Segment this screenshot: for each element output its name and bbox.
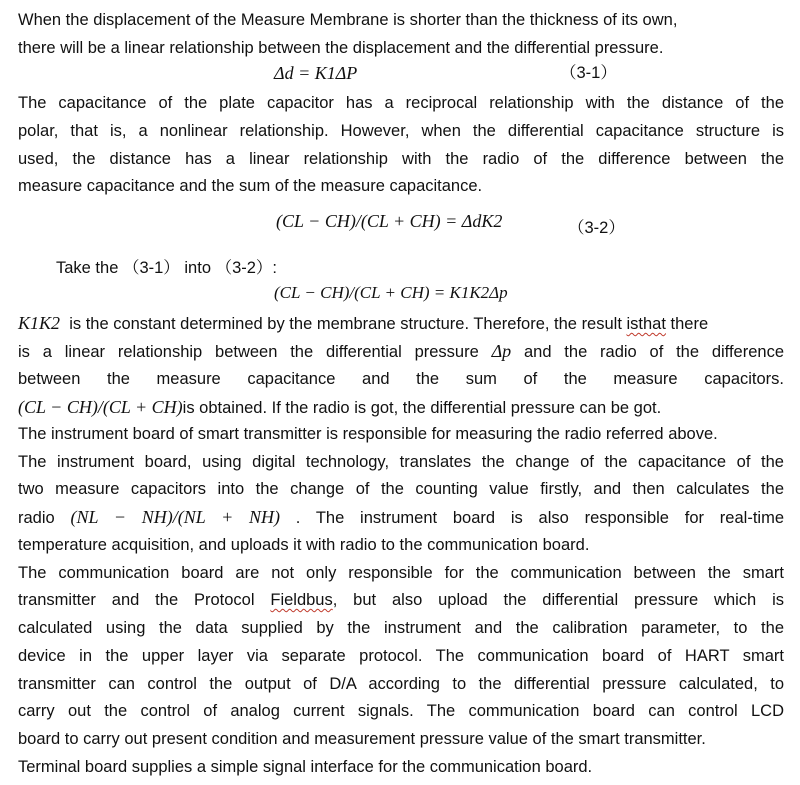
p3-line-3: between the measure capacitance and the sum of the measure capacitors. [18, 370, 784, 388]
p5-line-3: calculated using the data supplied by the instrument and the calibration parameter, to the [18, 619, 784, 637]
p4-line-4-a: radio [18, 509, 55, 527]
p3-line-2-b: and the radio of the difference [523, 343, 784, 361]
p2-line-3: used, the distance has a linear relationship with the radio of the difference between the [18, 150, 784, 168]
delta-p-symbol: Δp [491, 341, 512, 361]
p4-line-4-b: . The instrument board is also responsible for real-time [295, 509, 784, 527]
p3-line-1-a: is the constant determined by the membrane structure. Therefore, the result [69, 315, 627, 333]
p3-line-1-b: there [665, 315, 709, 333]
p3-line-4-b: is obtained. If the radio is got, the differential pressure can be got. [182, 399, 662, 417]
equation-3-1-label: （3-1） [560, 64, 617, 82]
equation-3-1: Δd = K1ΔP [274, 63, 358, 83]
p3-line-2-a: is a linear relationship between the differential pressure [18, 343, 479, 361]
p4-line-2: The instrument board, using digital technology, translates the change of the capacitance of the [18, 453, 784, 471]
p1-line-1: When the displacement of the Measure Membrane is shorter than the thickness of its own, [18, 11, 678, 29]
p2-line-4: measure capacitance and the sum of the measure capacitance. [18, 177, 483, 195]
p5-line-4: device in the upper layer via separate protocol. The communication board of HART smart [18, 647, 784, 665]
p5-line-6: carry out the control of analog current signals. The communication board can control LCD [18, 702, 784, 720]
p5-line-1: The communication board are not only responsible for the communication between the smart [18, 564, 784, 582]
p5-line-8: Terminal board supplies a simple signal interface for the communication board. [18, 758, 593, 776]
p3-line-4 [18, 395, 784, 419]
p4-line-4 [18, 505, 784, 529]
spelling-flag-fieldbus: Fieldbus [270, 591, 333, 609]
ratio-nl-nh: (NL − NH)/(NL + NH) [70, 507, 280, 527]
p2-line-1: The capacitance of the plate capacitor has a reciprocal relationship with the distance of the [18, 94, 784, 112]
p5-line-7: board to carry out present condition and measurement pressure value of the smart transmitter. [18, 730, 706, 748]
p5-line-5: transmitter can control the output of D/A according to the differential pressure calculated, to [18, 675, 784, 693]
p4-line-5: temperature acquisition, and uploads it with radio to the communication board. [18, 536, 590, 554]
p3-line-1 [18, 311, 784, 335]
p5-line-2 [18, 588, 784, 612]
ratio-cl-ch: (CL − CH)/(CL + CH) [18, 397, 183, 417]
equation-3-2: (CL − CH)/(CL + CH) = ΔdK2 [276, 211, 503, 231]
equation-3-2-label: （3-2） [568, 219, 625, 237]
p1-line-2: there will be a linear relationship between the displacement and the differential pressure. [18, 39, 664, 57]
p5-line-2-b: , but also upload the differential pressure which is [332, 591, 784, 609]
p4-line-1: The instrument board of smart transmitter is responsible for measuring the radio referred above. [18, 425, 718, 443]
equation-combined: (CL − CH)/(CL + CH) = K1K2Δp [274, 283, 508, 302]
p2-line-2: polar, that is, a nonlinear relationship. However, when the differential capacitance structure is [18, 122, 784, 140]
k1k2-symbol: K1K2 [18, 313, 61, 333]
p4-line-3: two measure capacitors into the change of the counting value firstly, and then calculates the [18, 480, 784, 498]
p5-line-2-a: transmitter and the Protocol [18, 591, 271, 609]
p3-line-2 [18, 339, 784, 363]
take-line: Take the （3-1） into （3-2）: [56, 259, 278, 277]
spelling-flag-isthat: isthat [626, 315, 666, 333]
